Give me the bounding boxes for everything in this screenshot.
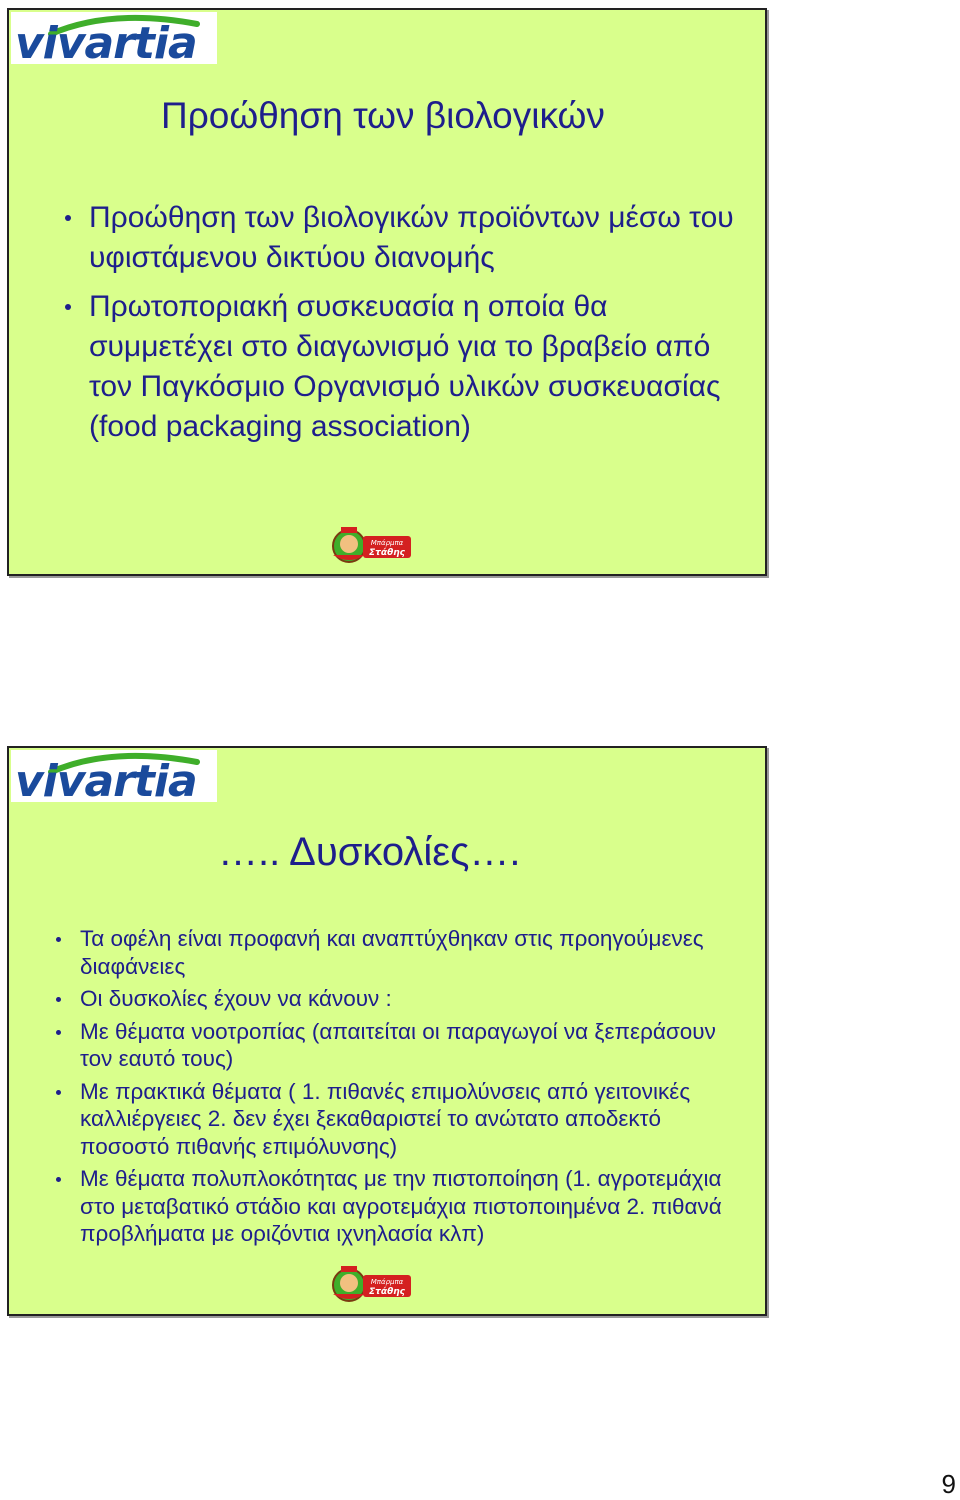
bullet-item: Με θέματα νοοτροπίας (απαιτείται οι παραγωγοί να ξεπεράσουν τον εαυτό τους) — [56, 1018, 746, 1073]
bullet-item: Προώθηση των βιολογικών προϊόντων μέσω του υφιστάμενου δικτύου διανομής — [65, 198, 755, 278]
bullet-item: Πρωτοποριακή συσκευασία η οποία θα συμμετέχει στο διαγωνισμό για το βραβείο από τον Παγκόσμιο Οργανισμό υλικών συσκευασίας (food packaging association) — [65, 287, 755, 447]
barba-stathis-logo — [329, 1264, 413, 1304]
svg-text:Μπάρμπα: Μπάρμπα — [370, 539, 404, 547]
slide-1 — [7, 8, 767, 576]
svg-text:Στάθης: Στάθης — [369, 1287, 405, 1297]
bullet-item: Με πρακτικά θέματα ( 1. πιθανές επιμολύνσεις από γειτονικές καλλιέργειες 2. δεν έχει ξεκαθαριστεί το ανώτατο αποδεκτό ποσοστό πιθανής επιμόλυνσης) — [56, 1078, 746, 1161]
barba-stathis-logo — [329, 525, 413, 565]
svg-text:Μπάρμπα: Μπάρμπα — [370, 1278, 404, 1286]
svg-text:Στάθης: Στάθης — [369, 548, 405, 558]
bullet-item: Με θέματα πολυπλοκότητας με την πιστοποίηση (1. αγροτεμάχια στο μεταβατικό στάδιο και αγροτεμάχια πιστοποιημένα 2. πιθανά προβλήματα με οριζόντια ιχνηλασία κλπ) — [56, 1165, 746, 1248]
page-number: 9 — [941, 1469, 956, 1499]
bullet-item: Τα οφέλη είναι προφανή και αναπτύχθηκαν στις προηγούμενες διαφάνειες — [56, 925, 746, 980]
vivartia-logo — [11, 750, 217, 802]
slide-title: Προώθηση των βιολογικών — [161, 95, 605, 136]
logo-wordmark: vivartia — [15, 756, 197, 802]
bullet-list — [56, 925, 746, 1253]
bullet-item: Οι δυσκολίες έχουν να κάνουν : — [56, 985, 746, 1013]
vivartia-logo — [11, 12, 217, 64]
slide-title: ….. Δυσκολίες…. — [218, 830, 521, 874]
logo-wordmark: vivartia — [15, 18, 197, 64]
bullet-list — [65, 198, 755, 456]
